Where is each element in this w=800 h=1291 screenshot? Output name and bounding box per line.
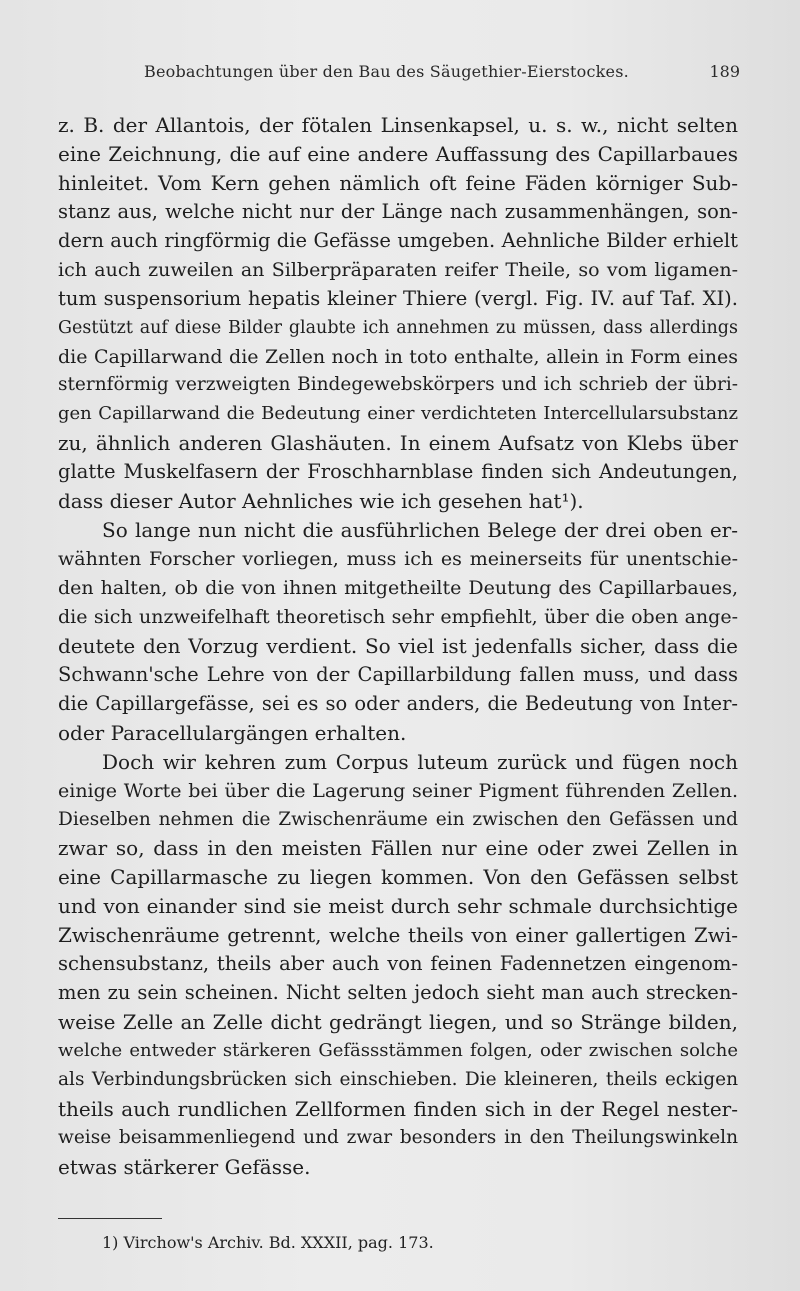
text-line: die Capillargefässe, sei es so oder anders, die Bedeutung von Inter-: [58, 691, 738, 715]
text-line: etwas stärkerer Gefässe.: [58, 1154, 311, 1179]
text-line: Gestützt auf diese Bilder glaubte ich annehmen zu müssen, dass allerdings: [58, 317, 738, 338]
text-line: Zwischenräume getrennt, welche theils von einer gallertigen Zwi-: [58, 923, 738, 948]
text-line: men zu sein scheinen. Nicht selten jedoch sieht man auch strecken-: [58, 981, 738, 1005]
footnote: 1) Virchow's Archiv. Bd. XXXII, pag. 173.: [102, 1233, 434, 1252]
text-line: einige Worte bei über die Lagerung seiner Pigment führenden Zellen.: [58, 779, 738, 802]
text-line: ich auch zuweilen an Silberpräparaten reifer Theile, so vom ligamen-: [58, 258, 738, 281]
footnote-divider: [58, 1218, 162, 1219]
text-line: eine Capillarmasche zu liegen kommen. Von den Gefässen selbst: [58, 865, 738, 890]
text-line: eine Zeichnung, die auf eine andere Auffassung des Capillarbaues: [58, 141, 738, 166]
text-line: zwar so, dass in den meisten Fällen nur eine oder zwei Zellen in: [58, 836, 738, 861]
text-line: deutete den Vorzug verdient. So viel ist jedenfalls sicher, dass die: [58, 633, 738, 658]
text-line: die sich unzweifelhaft theoretisch sehr empfiehlt, über die oben ange-: [58, 605, 738, 628]
text-line: die Capillarwand die Zellen noch in toto enthalte, allein in Form eines: [58, 345, 738, 368]
text-line: glatte Muskelfasern der Froschharnblase finden sich Andeutungen,: [58, 460, 738, 484]
text-line: weise Zelle an Zelle dicht gedrängt liegen, und so Stränge bilden,: [58, 1010, 738, 1035]
running-header: [60, 62, 740, 86]
text-line: zu, ähnlich anderen Glashäuten. In einem Aufsatz von Klebs über: [58, 431, 738, 456]
text-line: stanz aus, welche nicht nur der Länge nach zusammenhängen, son-: [58, 199, 738, 223]
text-line: dass dieser Autor Aehnliches wie ich gesehen hat¹).: [58, 489, 584, 514]
text-line: hinleitet. Vom Kern gehen nämlich oft feine Fäden körniger Sub-: [58, 170, 738, 195]
text-line: den halten, ob die von ihnen mitgetheilte Deutung des Capillarbaues,: [58, 577, 738, 599]
text-line: welche entweder stärkeren Gefässstämmen folgen, oder zwischen solche: [58, 1040, 738, 1061]
text-line: und von einander sind sie meist durch sehr schmale durchsichtige: [58, 894, 738, 919]
text-line: Doch wir kehren zum Corpus luteum zurück und fügen noch: [102, 749, 738, 774]
text-line: als Verbindungsbrücken sich einschieben. Die kleineren, theils eckigen: [58, 1068, 738, 1090]
text-line: Schwann'sche Lehre von der Capillarbildung fallen muss, und dass: [58, 662, 738, 686]
page-number: 189: [709, 62, 740, 81]
text-line: wähnten Forscher vorliegen, muss ich es meinerseits für unentschie-: [58, 548, 738, 571]
text-line: gen Capillarwand die Bedeutung einer verdichteten Intercellularsubstanz: [58, 403, 738, 425]
body-text: [58, 111, 738, 1182]
text-line: schensubstanz, theils aber auch von feinen Fadennetzen eingenom-: [58, 952, 738, 976]
text-line: oder Paracellulargängen erhalten.: [58, 720, 407, 745]
text-line: dern auch ringförmig die Gefässe umgeben. Aehnliche Bilder erhielt: [58, 228, 738, 252]
running-title: Beobachtungen über den Bau des Säugethier-Eierstockes.: [144, 62, 629, 81]
text-line: So lange nun nicht die ausführlichen Belege der drei oben er-: [102, 518, 738, 543]
text-line: Dieselben nehmen die Zwischenräume ein zwischen den Gefässen und: [58, 808, 738, 830]
text-line: weise beisammenliegend und zwar besonders in den Theilungswinkeln: [58, 1126, 738, 1148]
text-line: tum suspensorium hepatis kleiner Thiere (vergl. Fig. IV. auf Taf. XI).: [58, 286, 738, 310]
text-line: z. B. der Allantois, der fötalen Linsenkapsel, u. s. w., nicht selten: [58, 113, 738, 137]
text-line: theils auch rundlichen Zellformen finden sich in der Regel nester-: [58, 1096, 738, 1121]
text-line: sternförmig verzweigten Bindegewebskörpers und ich schrieb der übri-: [58, 374, 738, 396]
